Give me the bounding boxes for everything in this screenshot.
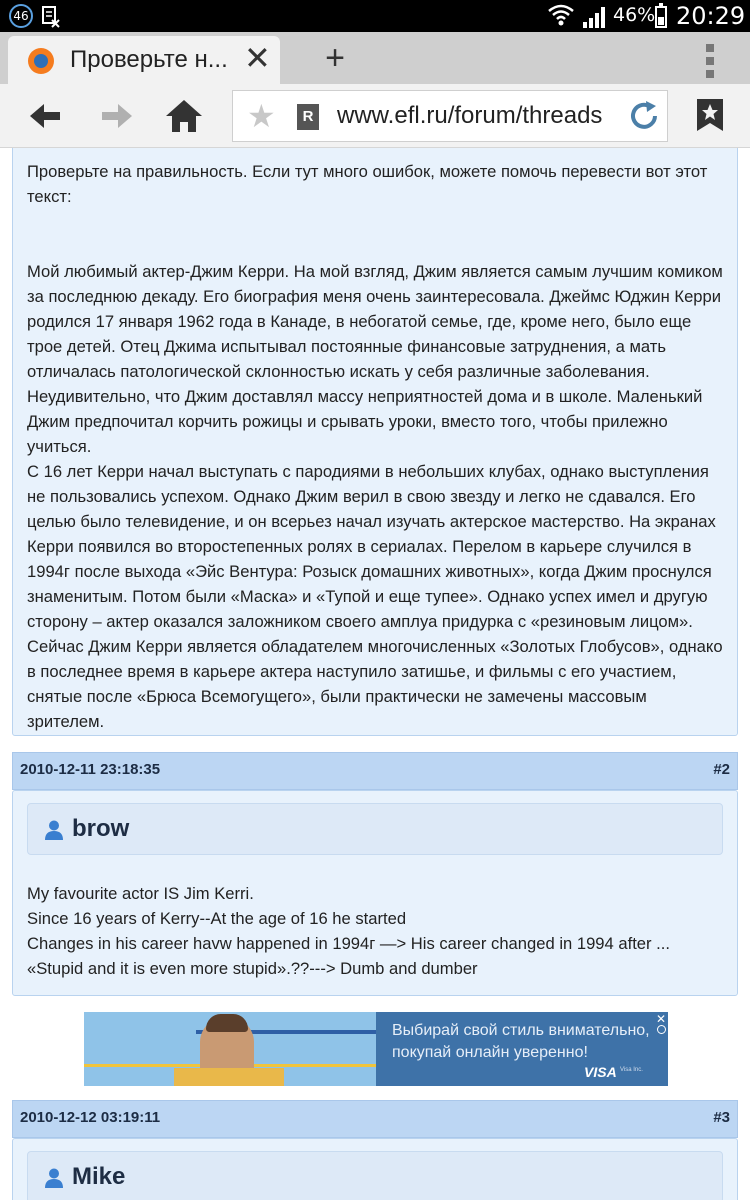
wifi-icon xyxy=(548,4,574,26)
post-line: Changes in his career havw happened in 1994г —> His career changed in 1994 after ... xyxy=(27,934,671,953)
back-icon[interactable] xyxy=(26,96,66,136)
post-2-header xyxy=(12,752,738,790)
battery-percent: 46% xyxy=(613,4,656,26)
address-bar[interactable] xyxy=(232,90,668,142)
page-content xyxy=(0,148,750,1200)
username-link[interactable]: Mike xyxy=(72,1163,126,1190)
star-icon[interactable]: ★ xyxy=(247,98,276,134)
signal-icon xyxy=(582,6,608,28)
post-3-body xyxy=(12,1138,738,1200)
bookmark-icon[interactable] xyxy=(696,98,724,132)
post-number-link[interactable]: #2 xyxy=(713,761,730,778)
post-line: Since 16 years of Kerry--At the age of 16 he started xyxy=(27,909,407,928)
browser-tab[interactable] xyxy=(8,36,280,84)
tab-strip xyxy=(0,32,750,84)
reader-icon[interactable]: R xyxy=(297,104,319,130)
post-author-box xyxy=(27,803,723,855)
post-number-link[interactable]: #3 xyxy=(713,1109,730,1126)
battery-icon xyxy=(655,6,667,28)
document-icon xyxy=(42,6,60,28)
post-author-box xyxy=(27,1151,723,1200)
user-icon xyxy=(44,1168,64,1188)
post-2-body xyxy=(12,790,738,996)
tab-title: Проверьте н... xyxy=(70,46,228,73)
reload-icon[interactable] xyxy=(627,99,661,133)
ad-image xyxy=(84,1012,376,1086)
ad-info-icon[interactable] xyxy=(657,1025,666,1034)
browser-toolbar xyxy=(0,84,750,148)
ad-text: Выбирай свой стиль внимательно, покупай онлайн уверенно! xyxy=(392,1022,650,1061)
post-1-text: Мой любимый актер-Джим Керри. На мой взгляд, Джим является самым лучшим комиком за последнюю декаду. Его биография меня очень заинтересовала. Джеймс Юджин Керри родился 17 января 1962 года в Канаде, в небогатой семье, где, кроме него, было еще трое детей. Отец Джима испытывал постоянные финансовые затруднения, а мать отличалась патологической склонностью искать у себя различные заболевания. Неудивительно, что Джим доставлял массу неприятностей дома и в школе. Маленький Джим предпочитал корчить рожицы и срывать уроки, вместо того, чтобы прилежно учиться. С 16 лет Керри начал выступать с пародиями в небольших клубах, однако выступления не пользовались успехом. Однако Джим верил в свою звезду и легко не сдавался. Его целью было телевидение, и он всерьез начал изучать актерское мастерство. На экранах Керри появился во второстепенных ролях в сериалах. Перелом в карьере случился в 1994г после выхода «Эйс Вентура: Розыск домашних животных», когда Джим проснулся знаменитым. Потом были «Маска» и «Тупой и еще тупее». Однако успех имел и другую сторону – актер оказался заложником своего амплуа придурка с «резиновым лицом». Сейчас Джим Керри является обладателем многочисленных «Золотых Глобусов», однако в последнее время в карьере актера наступило затишье, и фильмы с его участием, снятые после «Брюса Всемогущего», были практически не замечены массовым зрителем. xyxy=(27,262,723,731)
visa-logo-subtext: Visa Inc. xyxy=(620,1067,643,1073)
status-bar xyxy=(0,0,750,32)
post-date: 2010-12-11 23:18:35 xyxy=(20,761,161,778)
post-3-header xyxy=(12,1100,738,1138)
visa-logo: VISA xyxy=(584,1064,617,1080)
post-1-body xyxy=(12,148,738,736)
ad-banner[interactable] xyxy=(84,1012,668,1086)
notification-badge: 46 xyxy=(9,4,33,28)
post-1-intro: Проверьте на правильность. Если тут много ошибок, можете помочь перевести вот этот текст: xyxy=(27,162,708,206)
clock: 20:29 xyxy=(676,2,746,30)
home-icon[interactable] xyxy=(164,96,204,136)
post-line: «Stupid and it is even more stupid».??---> Dumb and dumber xyxy=(27,959,478,978)
username-link[interactable]: brow xyxy=(72,815,130,842)
battery-level xyxy=(658,17,664,25)
user-icon xyxy=(44,820,64,840)
post-line: My favourite actor IS Jim Kerri. xyxy=(27,884,254,903)
url-text[interactable]: www.efl.ru/forum/threads xyxy=(337,102,603,129)
post-date: 2010-12-12 03:19:11 xyxy=(20,1109,161,1126)
site-favicon-icon xyxy=(28,48,54,74)
forward-icon[interactable] xyxy=(96,96,136,136)
new-tab-button[interactable]: + xyxy=(325,39,345,77)
ad-close-icon[interactable]: ✕ xyxy=(655,1012,666,1026)
menu-icon[interactable] xyxy=(706,44,716,83)
close-tab-button[interactable]: ✕ xyxy=(244,40,271,76)
